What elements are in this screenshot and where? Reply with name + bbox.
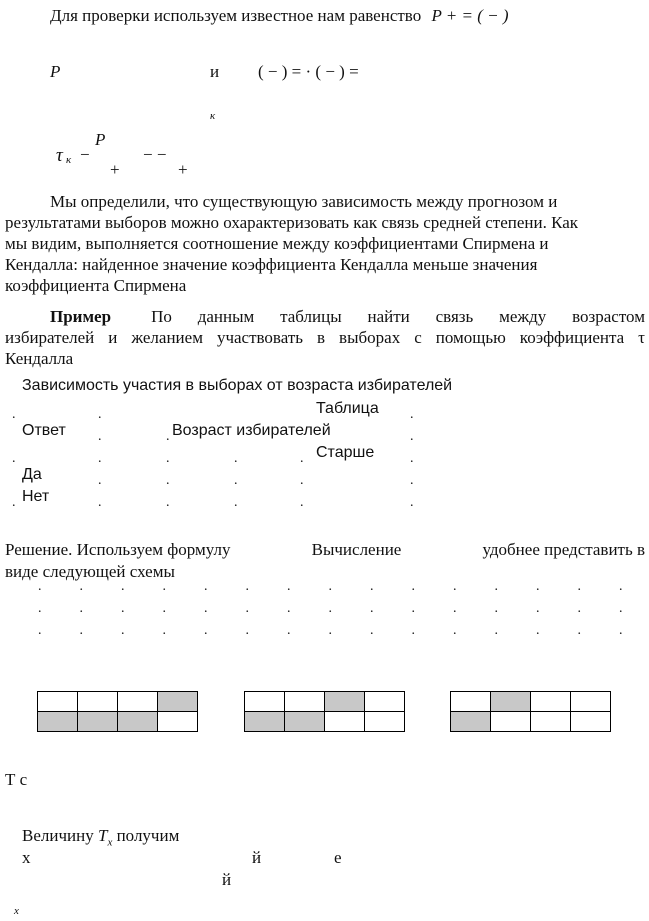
fragment-x: х	[22, 848, 31, 867]
schema-dot: .	[577, 601, 581, 616]
schema-cell	[451, 692, 491, 712]
intro-text: Для проверки используем известное нам равенство	[50, 6, 422, 25]
table-dot: .	[98, 451, 102, 466]
table-dot: .	[98, 407, 102, 422]
schema-cell	[571, 712, 611, 732]
schema-cell	[365, 692, 405, 712]
table-dot: .	[98, 495, 102, 510]
schema-dot: .	[411, 623, 415, 638]
fragment-sub-x: x	[14, 905, 19, 917]
schema-cell-shaded	[158, 692, 198, 712]
tau-subscript: к	[66, 154, 72, 166]
schema-dot: .	[162, 579, 166, 594]
schema-dot: .	[79, 623, 83, 638]
schema-cell	[571, 692, 611, 712]
schema-dot: .	[38, 579, 42, 594]
tx-suffix: получим	[116, 826, 180, 845]
table-dot: .	[12, 407, 16, 422]
schema-dot: .	[38, 623, 42, 638]
schema-cell	[531, 692, 571, 712]
schema-dot: .	[121, 579, 125, 594]
schema-dot: .	[619, 623, 623, 638]
tau-minus: −	[80, 145, 90, 164]
schema-dot: .	[38, 601, 42, 616]
table-dot: .	[12, 495, 16, 510]
schema-dot: .	[370, 623, 374, 638]
tau-symbol: τ	[56, 145, 63, 166]
schema-grid-row	[451, 712, 611, 732]
tau-plus-1: +	[110, 160, 120, 179]
tx-line	[22, 826, 179, 849]
formula-line2: ( − ) = · ( − ) =	[258, 62, 359, 81]
fragment-y1: й	[252, 848, 262, 867]
schema-dot: .	[328, 579, 332, 594]
schema-cell-shaded	[451, 712, 491, 732]
example-line-1	[5, 306, 645, 327]
schema-cell-shaded	[118, 712, 158, 732]
schema-cell-shaded	[38, 712, 78, 732]
formula-and: и	[210, 62, 220, 81]
schema-dot: .	[79, 601, 83, 616]
schema-dot: .	[204, 579, 208, 594]
tau-p: P	[95, 130, 106, 149]
schema-dot: .	[204, 601, 208, 616]
paragraph-line: результатами выборов можно охарактеризовать как связь средней степени. Как	[5, 213, 579, 232]
schema-dot: .	[453, 579, 457, 594]
table-col-answer: Ответ	[22, 422, 66, 439]
subscript-k: к	[210, 110, 216, 122]
schema-cell	[245, 692, 285, 712]
tau-plus-2: +	[178, 160, 188, 179]
tx-symbol: T	[97, 826, 108, 845]
schema-cell	[365, 712, 405, 732]
schema-dot: .	[619, 579, 623, 594]
table-dot: .	[410, 451, 414, 466]
intro-line	[50, 6, 509, 26]
tx-subscript: x	[107, 836, 113, 849]
example-text-1: По данным таблицы найти связь между возрастом	[151, 307, 645, 326]
table-dot: .	[98, 473, 102, 488]
tau-rest: − −	[143, 145, 167, 164]
schema-dot: .	[204, 623, 208, 638]
schema-dot: .	[494, 601, 498, 616]
solution-line-2: виде следующей схемы	[5, 562, 175, 581]
schema-dot: .	[121, 601, 125, 616]
equality-formula: P + = ( − )	[431, 6, 509, 25]
table-row-yes: Да	[22, 466, 42, 483]
schema-cell	[491, 712, 531, 732]
table-dot: .	[166, 473, 170, 488]
table-dot: .	[166, 451, 170, 466]
table-dot: .	[410, 473, 414, 488]
tx-prefix: Величину	[22, 826, 94, 845]
schema-cell	[531, 712, 571, 732]
formula-p-left: P	[50, 62, 61, 81]
schema-cell-shaded	[285, 712, 325, 732]
schema-dot: .	[370, 601, 374, 616]
table-dot: .	[300, 451, 304, 466]
schema-dot: .	[328, 601, 332, 616]
schema-cell-shaded	[325, 692, 365, 712]
schema-dot: .	[245, 579, 249, 594]
schema-cell	[158, 712, 198, 732]
table-dot: .	[410, 407, 414, 422]
schema-cell	[118, 692, 158, 712]
table-row-no: Нет	[22, 488, 50, 505]
table-dot: .	[410, 429, 414, 444]
table-dot: .	[12, 451, 16, 466]
schema-dot: .	[287, 579, 291, 594]
schema-dot: .	[245, 623, 249, 638]
schema-dot: .	[287, 601, 291, 616]
schema-dot: .	[162, 601, 166, 616]
schema-dot: .	[494, 579, 498, 594]
table-dot: .	[234, 495, 238, 510]
schema-cell	[325, 712, 365, 732]
schema-dot: .	[79, 579, 83, 594]
tc-label: Т с	[5, 770, 28, 789]
table-col-older: Старше	[316, 444, 375, 461]
paragraph-line: Мы определили, что существующую зависимость между прогнозом и	[50, 192, 558, 211]
table-dot: .	[234, 473, 238, 488]
paragraph-line: коэффициента Спирмена	[5, 276, 187, 295]
schema-cell-shaded	[491, 692, 531, 712]
schema-dot: .	[245, 601, 249, 616]
solution-part: удобнее представить в	[482, 540, 645, 559]
schema-grid	[244, 691, 405, 732]
schema-dot: .	[494, 623, 498, 638]
paragraph-line: мы видим, выполняется соотношение между коэффициентами Спирмена и	[5, 234, 549, 253]
schema-dot: .	[536, 623, 540, 638]
table-dot: .	[410, 495, 414, 510]
example-block	[5, 306, 645, 369]
table-label: Таблица	[316, 400, 379, 417]
schema-grid	[37, 691, 198, 732]
schema-dot: .	[453, 623, 457, 638]
schema-dot: .	[370, 579, 374, 594]
table-dot: .	[300, 473, 304, 488]
schema-cell	[38, 692, 78, 712]
fragment-y2: й	[222, 870, 232, 889]
schema-dot: .	[287, 623, 291, 638]
solution-part: Вычисление	[311, 540, 402, 559]
schema-grid	[450, 691, 611, 732]
solution-line-1	[5, 540, 645, 560]
schema-dot: .	[328, 623, 332, 638]
table-dot: .	[166, 495, 170, 510]
schema-dot: .	[453, 601, 457, 616]
table-dot: .	[98, 429, 102, 444]
table-dot: .	[166, 429, 170, 444]
example-text-2: избирателей и желанием участвовать в выборах с помощью коэффициента τ	[5, 328, 645, 347]
example-text-3: Кендалла	[5, 349, 74, 368]
schema-dot: .	[536, 579, 540, 594]
schema-dot: .	[411, 579, 415, 594]
solution-part: Решение. Используем формулу	[5, 540, 231, 559]
schema-dot: .	[577, 579, 581, 594]
fragment-e: е	[334, 848, 342, 867]
schema-grid-row	[245, 712, 405, 732]
schema-dot: .	[162, 623, 166, 638]
schema-cell-shaded	[78, 712, 118, 732]
schema-grid-row	[451, 692, 611, 712]
table-caption: Зависимость участия в выборах от возраста избирателей	[22, 377, 453, 394]
schema-dot: .	[536, 601, 540, 616]
schema-grid-row	[245, 692, 405, 712]
schema-cell	[285, 692, 325, 712]
table-dot: .	[234, 451, 238, 466]
schema-grid-row	[38, 692, 198, 712]
schema-cell-shaded	[245, 712, 285, 732]
table-col-age: Возраст избирателей	[172, 422, 331, 439]
schema-dot: .	[411, 601, 415, 616]
paragraph-line: Кендалла: найденное значение коэффициента Кендалла меньше значения	[5, 255, 538, 274]
example-label: Пример	[50, 307, 112, 326]
schema-dot: .	[619, 601, 623, 616]
schema-grid-row	[38, 712, 198, 732]
paragraph-conclusion	[5, 191, 645, 296]
schema-dot: .	[121, 623, 125, 638]
schema-dot: .	[577, 623, 581, 638]
table-dot: .	[300, 495, 304, 510]
schema-cell	[78, 692, 118, 712]
